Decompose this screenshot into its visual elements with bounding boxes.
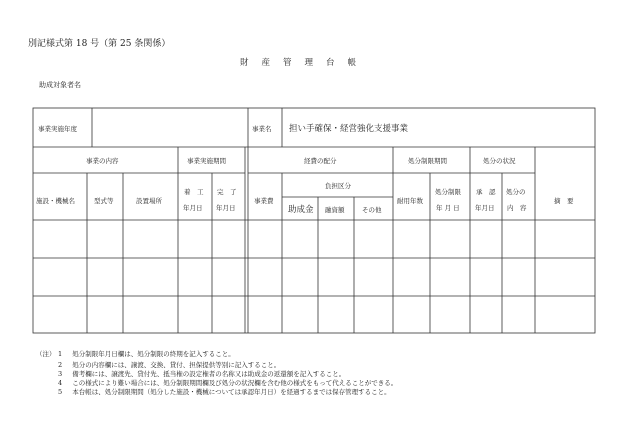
- col-disposal-content-line2: 内 容: [507, 204, 527, 212]
- col-end-line2: 年月日: [216, 204, 236, 212]
- col-loan: 融資額: [325, 206, 345, 214]
- group-header-period: 事業実施期間: [187, 157, 226, 165]
- group-header-burden: 負担区分: [325, 182, 351, 190]
- group-header-expense: 経費の配分: [304, 157, 337, 165]
- col-disposal-content-line1: 処分の: [506, 188, 526, 196]
- col-start-line2: 年月日: [183, 204, 203, 212]
- form-number-label: 別記様式第 18 号（第 25 条関係）: [28, 39, 171, 49]
- note-text: 備考欄には、譲渡先、貸付先、抵当権の設定権者の名称又は助成金の返還額を記入すること。: [72, 370, 346, 378]
- col-start-line1: 着 工: [184, 188, 204, 196]
- note-number: 5: [58, 388, 63, 396]
- applicant-name-label: 助成対象者名: [39, 81, 81, 89]
- note-text: この様式により難い場合には、処分制限期間欄及び処分の状況欄を含む他の様式をもって代えることができる。: [72, 379, 398, 387]
- note-text: 処分の内容欄には、譲渡、交換、貸付、担保提供等別に記入すること。: [72, 361, 281, 369]
- col-model: 型式等: [94, 197, 114, 205]
- group-header-disposal-period: 処分制限期間: [408, 157, 447, 165]
- document-title: 財産管理台帳: [240, 58, 370, 68]
- col-disposal-date-line2: 年 月 日: [436, 204, 460, 212]
- notes-prefix: （注）: [36, 350, 56, 358]
- group-header-disposal-status: 処分の状況: [483, 157, 516, 165]
- fiscal-year-label: 事業実施年度: [38, 125, 77, 133]
- note-number: 2: [58, 361, 63, 369]
- col-other: その他: [362, 206, 382, 214]
- project-name-value: 担い手確保・経営強化支援事業: [289, 124, 409, 134]
- col-approval-line1: 承 認: [476, 188, 496, 196]
- col-remarks: 摘 要: [554, 197, 574, 205]
- col-subsidy: 助成金: [288, 205, 314, 215]
- note-number: 4: [58, 379, 63, 387]
- note-text: 処分制限年月日欄は、処分制限の終期を記入すること。: [72, 350, 235, 358]
- note-item: [58, 380, 397, 387]
- col-location: 設置場所: [136, 197, 162, 205]
- project-name-label: 事業名: [252, 125, 272, 133]
- note-item: [58, 389, 391, 396]
- note-text: 本台帳は、処分制限期間（処分した施設・機械については承認年月日）を経過するまでは保存管理すること。: [72, 388, 391, 396]
- note-item: [58, 371, 345, 378]
- note-item: [58, 351, 235, 358]
- note-number: 3: [58, 370, 63, 378]
- col-useful-life: 耐用年数: [397, 197, 423, 205]
- col-disposal-date-line1: 処分制限: [435, 188, 461, 196]
- col-approval-line2: 年月日: [475, 204, 495, 212]
- note-item: [58, 362, 280, 369]
- note-number: 1: [58, 350, 63, 358]
- col-facility-name: 施設・機械名: [36, 197, 75, 205]
- group-header-content: 事業の内容: [86, 157, 119, 165]
- col-project-cost: 事業費: [254, 197, 274, 205]
- col-end-line1: 完 了: [217, 188, 237, 196]
